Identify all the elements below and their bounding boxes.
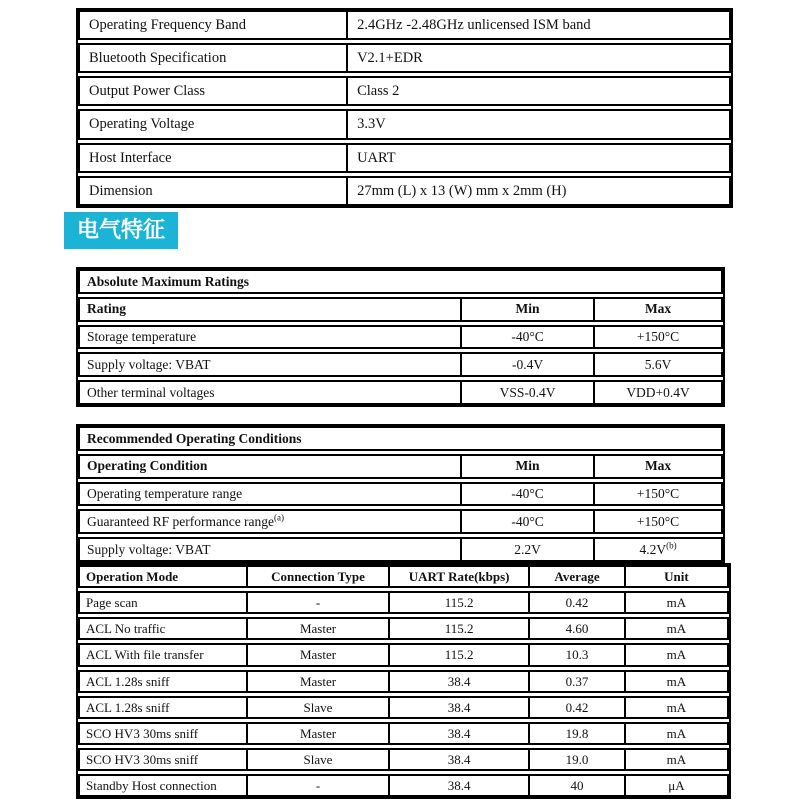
- spec-value: 2.4GHz -2.48GHz unlicensed ISM band: [346, 12, 729, 38]
- table-row: [78, 76, 731, 106]
- table-header-row: [78, 297, 723, 322]
- spec-label: Bluetooth Specification: [89, 50, 227, 67]
- max-value: [593, 327, 721, 348]
- table-row: [78, 380, 723, 405]
- operation-mode: ACL With file transfer: [86, 647, 204, 663]
- table-row: [78, 482, 723, 507]
- rating-label: [80, 327, 460, 348]
- table-row: [78, 352, 723, 377]
- spec-value: Class 2: [346, 78, 729, 104]
- max-value-text: +150°C: [636, 486, 680, 502]
- spec-label: Operating Voltage: [89, 116, 195, 133]
- uart-rate: 38.4: [388, 750, 528, 769]
- average-current: 0.37: [528, 672, 624, 691]
- column-header: UART Rate(kbps): [388, 567, 528, 586]
- abs-max-frame: [76, 267, 725, 407]
- table-title: Absolute Maximum Ratings: [87, 273, 250, 289]
- uart-rate: 38.4: [388, 698, 528, 717]
- spec-value: V2.1+EDR: [346, 45, 729, 71]
- unit: mA: [624, 750, 727, 769]
- spec-value: 27mm (L) x 13 (W) mm x 2mm (H): [346, 178, 729, 204]
- operation-mode: ACL 1.28s sniff: [86, 699, 170, 715]
- unit: mA: [624, 593, 727, 612]
- spec-label: Host Interface: [89, 149, 172, 166]
- operation-mode-table: [76, 563, 731, 799]
- column-header: Operating Condition: [87, 458, 208, 474]
- max-value: [593, 539, 721, 560]
- product-spec-table: [76, 8, 733, 208]
- column-header: Min: [460, 299, 593, 320]
- max-value: [593, 511, 721, 532]
- table-row: [78, 643, 729, 666]
- column-header: Operation Mode: [86, 569, 179, 584]
- condition-label: [80, 484, 460, 505]
- table-header-row: [78, 565, 729, 588]
- average-current: 40: [528, 776, 624, 795]
- unit: mA: [624, 724, 727, 743]
- min-value: VSS-0.4V: [460, 382, 593, 403]
- footnote-marker: (a): [274, 512, 285, 523]
- table-row: [78, 591, 729, 614]
- max-value-text: VDD+0.4V: [626, 384, 690, 400]
- connection-type: Slave: [246, 750, 388, 769]
- rec-op-frame: [76, 424, 725, 564]
- unit: mA: [624, 672, 727, 691]
- table-row: [78, 774, 729, 797]
- table-row: [78, 617, 729, 640]
- uart-rate: 115.2: [388, 645, 528, 664]
- table-row: [78, 143, 731, 173]
- table-row: [78, 109, 731, 139]
- recommended-operating-conditions-table: [76, 424, 725, 564]
- column-header: Max: [593, 299, 721, 320]
- connection-type: Master: [246, 724, 388, 743]
- table-row: [78, 748, 729, 771]
- table-row: [78, 696, 729, 719]
- column-header: Unit: [624, 567, 727, 586]
- rating-label-text: Storage temperature: [87, 329, 197, 345]
- spec-label: Operating Frequency Band: [89, 17, 247, 33]
- max-value-text: +150°C: [636, 329, 680, 345]
- average-current: 0.42: [528, 593, 624, 612]
- spec-value: UART: [346, 145, 729, 171]
- column-header: Max: [593, 456, 721, 477]
- table-row: [78, 325, 723, 350]
- table-title: Recommended Operating Conditions: [87, 430, 302, 446]
- max-value: [593, 354, 721, 375]
- section-title-badge: 电气特征: [64, 212, 178, 249]
- uart-rate: 38.4: [388, 776, 528, 795]
- table-row: [78, 10, 731, 40]
- table-header-row: [78, 454, 723, 479]
- absolute-maximum-ratings-table: [76, 267, 725, 407]
- rating-label: [80, 354, 460, 375]
- table-row: [78, 509, 723, 534]
- operation-mode: ACL 1.28s sniff: [86, 673, 170, 689]
- product-spec-frame: [76, 8, 733, 208]
- condition-label: [80, 511, 460, 532]
- connection-type: -: [246, 593, 388, 612]
- spec-label: Output Power Class: [89, 83, 205, 100]
- unit: mA: [624, 645, 727, 664]
- operation-mode: Page scan: [86, 595, 138, 611]
- column-header: Connection Type: [246, 567, 388, 586]
- condition-label-text: Supply voltage: VBAT: [87, 541, 211, 557]
- op-mode-frame: [76, 563, 731, 799]
- table-title-row: [78, 269, 723, 294]
- connection-type: Master: [246, 645, 388, 664]
- footnote-marker: (b): [666, 540, 677, 551]
- min-value: -40°C: [460, 327, 593, 348]
- operation-mode: ACL No traffic: [86, 621, 166, 637]
- connection-type: Master: [246, 672, 388, 691]
- uart-rate: 38.4: [388, 672, 528, 691]
- table-row: [78, 722, 729, 745]
- spec-value: 3.3V: [346, 111, 729, 137]
- min-value: -40°C: [460, 511, 593, 532]
- table-row: [78, 176, 731, 206]
- condition-label: [80, 539, 460, 560]
- operation-mode: Standby Host connection: [86, 778, 217, 794]
- max-value-text: 5.6V: [644, 356, 672, 372]
- uart-rate: 38.4: [388, 724, 528, 743]
- table-title-row: [78, 426, 723, 451]
- rating-label: [80, 382, 460, 403]
- table-row: [78, 537, 723, 562]
- max-value: [593, 382, 721, 403]
- min-value: 2.2V: [460, 539, 593, 560]
- average-current: 4.60: [528, 619, 624, 638]
- operation-mode: SCO HV3 30ms sniff: [86, 752, 199, 768]
- column-header: Min: [460, 456, 593, 477]
- table-row: [78, 670, 729, 693]
- uart-rate: 115.2: [388, 619, 528, 638]
- operation-mode: SCO HV3 30ms sniff: [86, 725, 199, 741]
- connection-type: -: [246, 776, 388, 795]
- average-current: 19.0: [528, 750, 624, 769]
- max-value-text: 4.2V: [639, 541, 667, 557]
- connection-type: Master: [246, 619, 388, 638]
- uart-rate: 115.2: [388, 593, 528, 612]
- unit: μA: [624, 776, 727, 795]
- min-value: -40°C: [460, 484, 593, 505]
- average-current: 19.8: [528, 724, 624, 743]
- spec-label: Dimension: [89, 182, 153, 199]
- connection-type: Slave: [246, 698, 388, 717]
- column-header: Average: [528, 567, 624, 586]
- min-value: -0.4V: [460, 354, 593, 375]
- rating-label-text: Supply voltage: VBAT: [87, 356, 211, 372]
- average-current: 0.42: [528, 698, 624, 717]
- table-row: [78, 43, 731, 73]
- max-value-text: +150°C: [636, 513, 680, 529]
- unit: mA: [624, 619, 727, 638]
- column-header: Rating: [87, 301, 127, 317]
- condition-label-text: Guaranteed RF performance range: [87, 513, 275, 529]
- average-current: 10.3: [528, 645, 624, 664]
- rating-label-text: Other terminal voltages: [87, 384, 215, 400]
- condition-label-text: Operating temperature range: [87, 486, 243, 502]
- unit: mA: [624, 698, 727, 717]
- max-value: [593, 484, 721, 505]
